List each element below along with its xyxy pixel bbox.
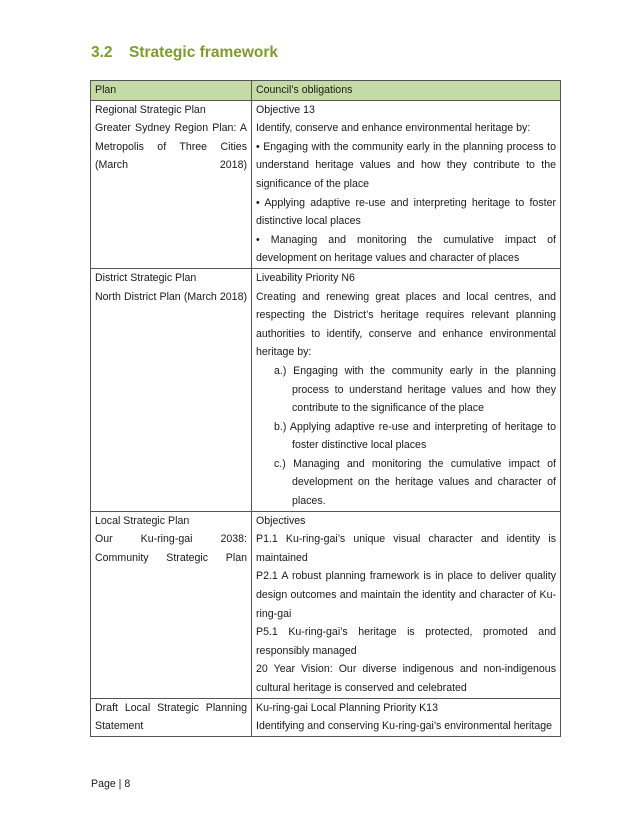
obligation-item: • Managing and monitoring the cumulative impact of development on heritage values and character of places <box>256 233 556 265</box>
obligation-heading: Objectives <box>256 514 306 527</box>
table-row <box>91 100 561 268</box>
strategic-framework-table <box>90 80 561 737</box>
obligations-cell <box>252 100 561 268</box>
plan-cell <box>91 268 252 511</box>
obligations-cell <box>252 511 561 698</box>
plan-name: North District Plan (March 2018) <box>95 290 247 303</box>
header-plan: Plan <box>91 81 252 101</box>
obligation-intro: Creating and renewing great places and local centres, and respecting the District’s heritage requires relevant planning authorities to identify, conserve and enhance environmental heritage by: <box>256 290 556 359</box>
obligation-item: b.) Applying adaptive re-use and interpreting of heritage to foster distinctive local places <box>274 420 556 452</box>
table-header-row <box>91 81 561 101</box>
obligation-item: • Engaging with the community early in the planning process to understand heritage values and how they contribute to the significance of the place <box>256 140 556 190</box>
obligation-item: Identifying and conserving Ku-ring-gai’s environmental heritage <box>256 720 553 733</box>
obligations-cell <box>252 698 561 736</box>
table-row <box>91 268 561 511</box>
plan-type: District Strategic Plan <box>95 271 197 284</box>
obligation-item: P1.1 Ku-ring-gai’s unique visual character and identity is maintained <box>256 533 556 564</box>
section-number: 3.2 <box>91 44 113 61</box>
obligations-cell <box>252 268 561 511</box>
section-title: Strategic framework <box>129 44 279 61</box>
table-row <box>91 511 561 698</box>
obligation-heading: Ku-ring-gai Local Planning Priority K13 <box>256 701 438 714</box>
plan-type: Regional Strategic Plan <box>95 103 206 116</box>
section-heading <box>91 44 278 62</box>
plan-name: Our Ku-ring-gai 2038: Community Strategic Plan <box>95 533 247 564</box>
plan-cell <box>91 511 252 698</box>
page-number: Page | 8 <box>91 778 131 790</box>
plan-name: Greater Sydney Region Plan: A Metropolis of Three Cities (March 2018) <box>95 122 247 172</box>
obligation-heading: Liveability Priority N6 <box>256 271 355 284</box>
obligation-item: P5.1 Ku-ring-gai’s heritage is protected, promoted and responsibly managed <box>256 626 556 657</box>
plan-cell <box>91 698 252 736</box>
obligation-item: • Applying adaptive re-use and interpreting heritage to foster distinctive local places <box>256 196 556 228</box>
obligation-item: a.) Engaging with the community early in the planning process to understand heritage values and how they contribute to the significance of the place <box>274 364 556 415</box>
plan-cell <box>91 100 252 268</box>
plan-type: Local Strategic Plan <box>95 514 190 527</box>
header-obligations: Council’s obligations <box>252 81 561 101</box>
obligation-item: P2.1 A robust planning framework is in place to deliver quality design outcomes and maintain the identity and character of Ku-ring-gai <box>256 570 556 620</box>
obligation-heading: Objective 13 <box>256 103 315 116</box>
plan-name: Draft Local Strategic Planning Statement <box>95 701 247 733</box>
obligation-intro: Identify, conserve and enhance environmental heritage by: <box>256 122 531 135</box>
table-row <box>91 698 561 736</box>
obligation-item: c.) Managing and monitoring the cumulative impact of development on the heritage values and character of places. <box>274 457 556 508</box>
obligation-item: 20 Year Vision: Our diverse indigenous and non-indigenous cultural heritage is conserved and celebrated <box>256 663 556 694</box>
